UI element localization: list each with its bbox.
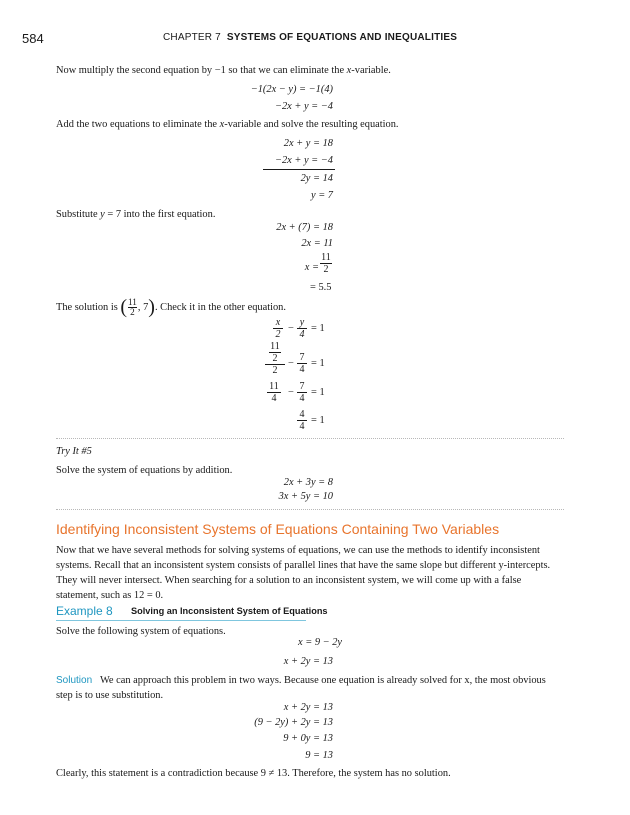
numerator: 11 <box>321 252 331 263</box>
solution-text: We can approach this problem in two ways. Because one equation is already solved for x, the most obvious step is to use substitution. <box>56 675 546 701</box>
equation: y = 7 <box>310 190 333 201</box>
equation-rhs: = 1 <box>311 387 325 398</box>
equation-rhs: = 1 <box>311 323 325 334</box>
section-title: Identifying Inconsistent Systems of Equations Containing Two Variables <box>56 521 500 537</box>
equation-rhs: = 1 <box>311 415 325 426</box>
solution-fraction <box>128 298 137 317</box>
paragraph-solution: The solution is ( $\frac{11}{2}$ , 7). Check it in the other equation. <box>56 296 286 318</box>
equation: x = 9 − 2y <box>298 637 343 648</box>
sum-rule <box>263 169 335 170</box>
example-title: Solving an Inconsistent System of Equations <box>131 606 328 616</box>
variable: x <box>219 119 225 130</box>
paragraph-multiply <box>56 63 564 78</box>
fraction: 7 4 <box>297 352 307 375</box>
text: , 7 <box>137 302 149 313</box>
equation: 2x + (7) = 18 <box>276 222 333 233</box>
chapter-header <box>163 32 457 43</box>
fraction <box>320 252 332 275</box>
text: Now multiply the second equation by −1 so that we can eliminate the <box>56 65 347 76</box>
numerator: 11 <box>128 297 137 308</box>
fraction: 11 4 <box>267 381 281 404</box>
fraction: y 4 <box>297 317 307 340</box>
equation: 2x + y = 18 <box>283 138 333 149</box>
equation: 2x = 11 <box>301 238 333 249</box>
equation: 9 + 0y = 13 <box>283 733 333 744</box>
operator: − <box>288 387 294 398</box>
variable: y <box>100 209 105 220</box>
equation: 2x + 3y = 8 <box>283 477 333 488</box>
text: Add the two equations to eliminate the <box>56 119 220 130</box>
example-underline <box>56 620 306 621</box>
example-prompt: Solve the following system of equations. <box>56 626 226 637</box>
text: . Check it in the other equation. <box>154 302 286 313</box>
page-number: 584 <box>22 31 44 46</box>
equation: (9 − 2y) + 2y = 13 <box>254 717 333 728</box>
try-it-label: Try It #5 <box>56 446 92 457</box>
text: -variable. <box>351 65 391 76</box>
equation: = 5.5 <box>310 282 332 293</box>
divider <box>56 438 564 439</box>
operator: − <box>288 323 294 334</box>
chapter-label: CHAPTER 7 <box>163 32 221 43</box>
try-it-text: Solve the system of equations by addition. <box>56 465 233 476</box>
equation: −2x + y = −4 <box>274 155 333 166</box>
denominator: 2 <box>130 307 135 318</box>
paragraph-add <box>56 117 564 132</box>
fraction: 7 4 <box>297 381 307 404</box>
operator: − <box>288 358 294 369</box>
equation: 9 = 13 <box>305 750 333 761</box>
paragraph-substitute <box>56 207 564 222</box>
section-paragraph: Now that we have several methods for solving systems of equations, we can use the methods to identify inconsistent systems. Recall that an inconsistent system consists of parallel lines that have the same slope but different y-intercepts. They will never intersect. When searching for a solution to an inconsistent system, we will come up with a false statement, such as 12 = 0. <box>56 545 551 601</box>
conclusion-paragraph: Clearly, this statement is a contradiction because 9 ≠ 13. Therefore, the system has no solution. <box>56 768 451 779</box>
fraction: x 2 <box>273 317 283 340</box>
complex-fraction: 11 2 2 <box>265 341 285 376</box>
text: -variable and solve the resulting equation. <box>224 119 399 130</box>
equation: 2y = 14 <box>300 173 333 184</box>
solution-paragraph <box>56 673 564 703</box>
text: The solution is <box>56 302 121 313</box>
text: = 7 into the first equation. <box>104 209 216 220</box>
equation: 3x + 5y = 10 <box>278 491 333 502</box>
equation: −1(2x − y) = −1(4) <box>250 84 333 95</box>
variable: x <box>346 65 352 76</box>
equation: x = <box>304 262 319 273</box>
fraction: 4 4 <box>297 409 307 432</box>
chapter-title: SYSTEMS OF EQUATIONS AND INEQUALITIES <box>226 32 458 43</box>
text: Substitute <box>56 209 101 220</box>
equation-rhs: = 1 <box>311 358 325 369</box>
equation: −2x + y = −4 <box>274 101 333 112</box>
solution-label: Solution <box>56 675 93 686</box>
example-label: Example 8 <box>56 604 113 618</box>
equation: x + 2y = 13 <box>283 656 333 667</box>
denominator: 2 <box>323 264 329 275</box>
divider <box>56 509 564 510</box>
equation: x + 2y = 13 <box>283 702 333 713</box>
